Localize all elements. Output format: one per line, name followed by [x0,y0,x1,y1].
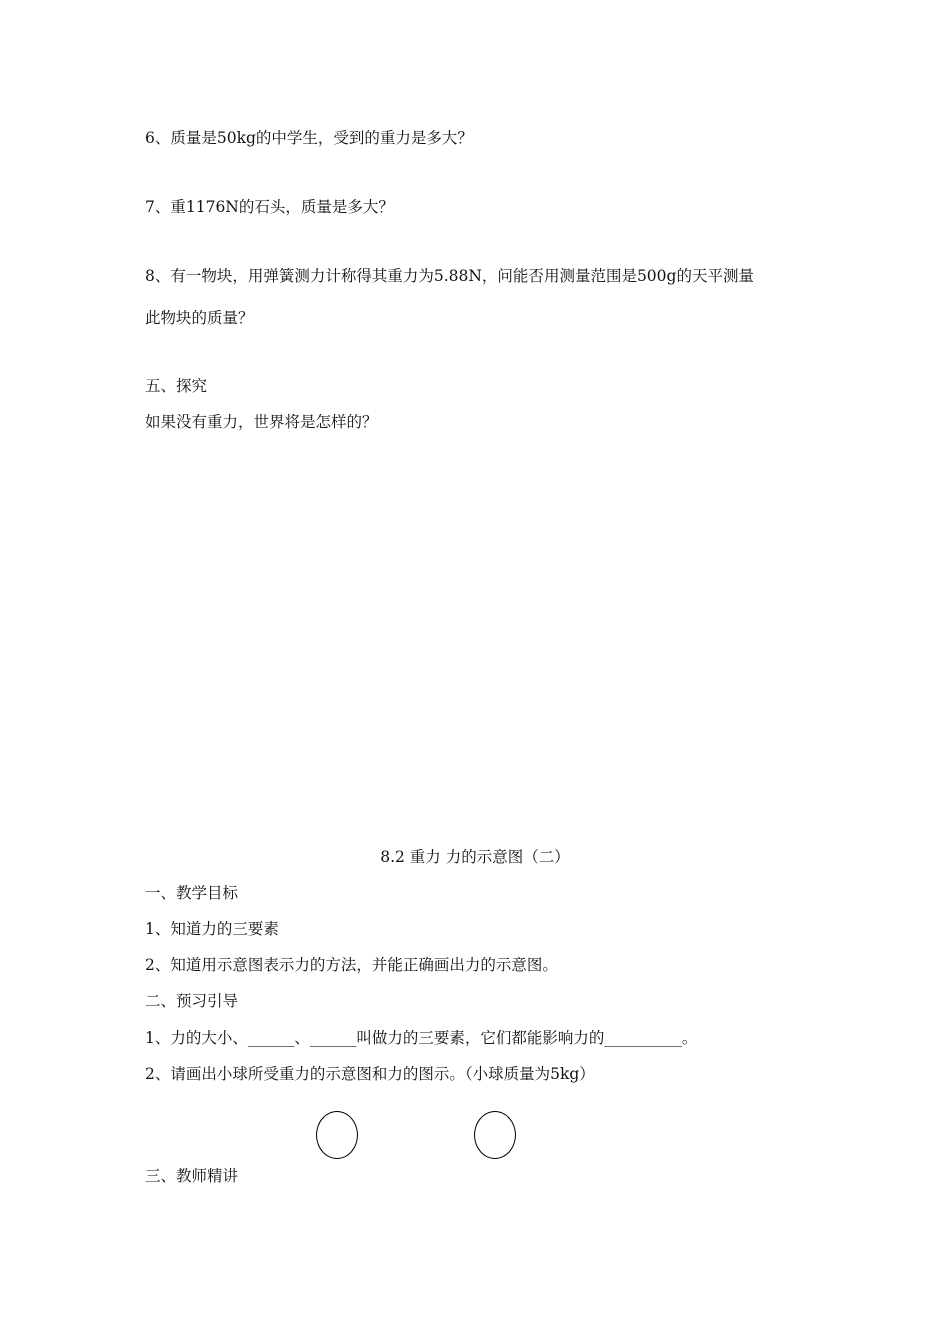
ball-diagram-right [474,1111,516,1159]
section-1-heading: 一、教学目标 [145,884,239,902]
section-2-heading: 二、预习引导 [145,992,239,1010]
question-8-line-2: 此物块的质量？ [145,309,254,327]
question-7: 7、重1176N的石头，质量是多大？ [145,198,394,216]
ball-diagram-left [316,1111,358,1159]
section-3-heading: 三、教师精讲 [145,1167,239,1185]
section-5-heading: 五、探究 [145,377,208,395]
preview-question-1: 1、力的大小、______、______叫做力的三要素，它们都能影响力的__________。 [145,1029,698,1047]
question-6: 6、质量是50kg的中学生，受到的重力是多大？ [145,129,473,147]
lesson-title: 8.2 重力 力的示意图（二） [380,848,570,866]
goal-2: 2、知道用示意图表示力的方法，并能正确画出力的示意图。 [145,956,558,974]
section-5-question: 如果没有重力，世界将是怎样的？ [145,413,378,431]
preview-question-2: 2、请画出小球所受重力的示意图和力的图示。（小球质量为5kg） [145,1065,595,1083]
goal-1: 1、知道力的三要素 [145,920,279,938]
question-8-line-1: 8、有一物块，用弹簧测力计称得其重力为5.88N，问能否用测量范围是500g的天平测量 [145,267,754,285]
